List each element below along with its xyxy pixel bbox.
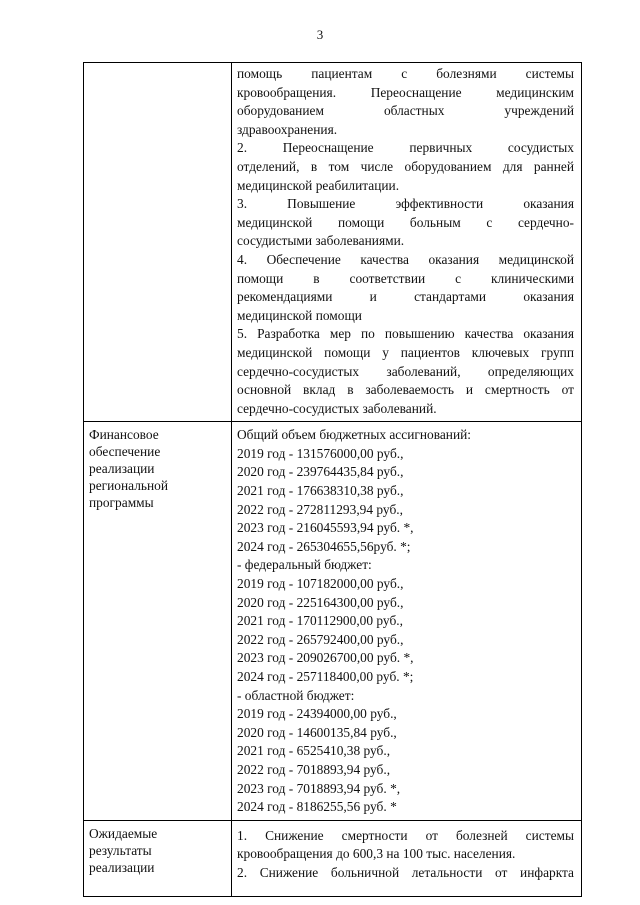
- page-number: 3: [316, 27, 324, 42]
- financing-line: 2021 год - 176638310,38 руб.,: [237, 483, 404, 499]
- label-line: Ожидаемые: [89, 825, 158, 841]
- text-line: рекомендациями и стандартами оказания: [237, 289, 574, 305]
- financing-line: 2024 год - 257118400,00 руб. *;: [237, 669, 414, 684]
- text-line: основной вклад в заболеваемость и смертность от: [237, 382, 574, 398]
- text-line: кровообращения. Переоснащение медицинским: [237, 84, 574, 100]
- text-line: помощи в соответствии с клиническими: [237, 270, 574, 286]
- results-label-cell: [84, 820, 232, 896]
- financing-line: 2021 год - 170112900,00 руб.,: [237, 613, 403, 629]
- text-line: помощь пациентам с болезнями системы: [237, 66, 574, 81]
- financing-line: 2023 год - 216045593,94 руб. *,: [237, 520, 414, 536]
- financing-label-cell: [84, 422, 232, 820]
- text-line: медицинской помощи у пациентов ключевых групп: [237, 344, 574, 360]
- financing-line: 2023 год - 209026700,00 руб. *,: [237, 650, 414, 666]
- financing-line: 2024 год - 8186255,56 руб. *: [237, 799, 397, 815]
- label-line: обеспечение: [89, 444, 161, 460]
- text-line: 2. Переоснащение первичных сосудистых: [237, 140, 574, 156]
- financing-line: 2019 год - 131576000,00 руб.,: [237, 445, 404, 461]
- financing-line: 2020 год - 225164300,00 руб.,: [237, 594, 404, 610]
- results-cell: [232, 820, 582, 896]
- label-line: результаты: [89, 842, 152, 858]
- text-line: оборудованием областных учреждений: [237, 103, 574, 119]
- text-line: медицинской помощи: [237, 307, 362, 323]
- text-line: отделений, в том числе оборудованием для ранней: [237, 158, 574, 174]
- financing-line: 2022 год - 7018893,94 руб.,: [237, 761, 391, 777]
- financing-line: Общий объем бюджетных ассигнований:: [237, 427, 472, 443]
- label-line: реализации: [89, 859, 155, 875]
- label-line: реализации: [89, 461, 155, 477]
- financing-line: 2019 год - 107182000,00 руб.,: [237, 576, 404, 592]
- text-line: сердечно-сосудистых заболеваний, определяющих: [237, 363, 574, 379]
- financing-line: - областной бюджет:: [237, 687, 355, 703]
- label-line: программы: [89, 495, 154, 511]
- text-line: 4. Обеспечение качества оказания медицинской: [237, 251, 574, 267]
- text-line: 2. Снижение больничной летальности от инфаркта: [237, 864, 574, 880]
- text-line: 1. Снижение смертности от болезней системы: [237, 827, 574, 843]
- text-line: 3. Повышение эффективности оказания: [237, 196, 574, 212]
- table-row-financing: [84, 422, 582, 820]
- tasks-cell: [232, 63, 582, 422]
- financing-line: 2022 год - 265792400,00 руб.,: [237, 631, 404, 647]
- text-line: сосудистыми заболеваниями.: [237, 233, 405, 249]
- financing-cell: [232, 422, 582, 820]
- financing-line: 2020 год - 239764435,84 руб.,: [237, 464, 404, 480]
- financing-line: 2021 год - 6525410,38 руб.,: [237, 743, 391, 759]
- financing-line: - федеральный бюджет:: [237, 557, 372, 573]
- financing-line: 2019 год - 24394000,00 руб.,: [237, 706, 397, 722]
- text-line: медицинской помощи больным с сердечно-: [237, 214, 574, 230]
- table-row-tasks: [84, 63, 582, 422]
- label-line: Финансовое: [89, 427, 159, 443]
- table-row-results: [84, 820, 582, 896]
- text-line: 5. Разработка мер по повышению качества оказания: [237, 326, 574, 342]
- financing-line: 2023 год - 7018893,94 руб. *,: [237, 780, 401, 796]
- label-cell-empty: [84, 63, 232, 422]
- financing-line: 2022 год - 272811293,94 руб.,: [237, 501, 403, 517]
- label-line: региональной: [89, 478, 169, 494]
- text-line: здравоохранения.: [237, 121, 338, 137]
- text-line: медицинской реабилитации.: [237, 177, 400, 193]
- text-line: сердечно-сосудистых заболеваний.: [237, 400, 437, 416]
- passport-table: [83, 62, 582, 897]
- financing-line: 2024 год - 265304655,56руб. *;: [237, 538, 411, 554]
- financing-line: 2020 год - 14600135,84 руб.,: [237, 724, 397, 740]
- text-line: кровообращения до 600,3 на 100 тыс. населения.: [237, 846, 516, 862]
